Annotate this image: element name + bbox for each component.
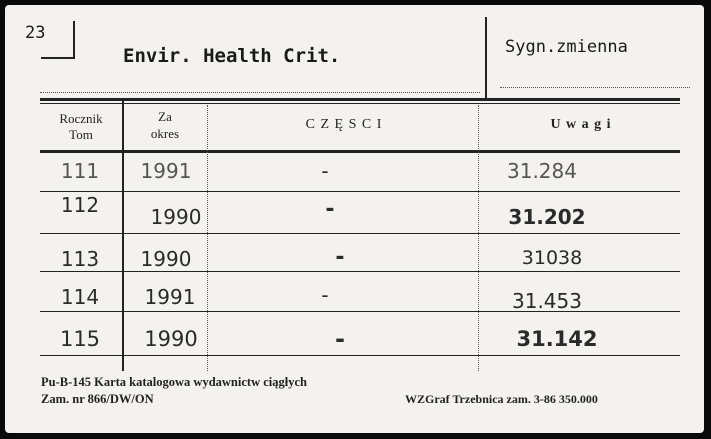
header-bottom-rule <box>40 150 680 153</box>
row-rule-5 <box>40 355 680 356</box>
footer-order-number: Zam. nr 866/DW/ON <box>41 392 154 406</box>
card-title: Envir. Health Crit. <box>123 45 341 67</box>
row-1-tom: 111 <box>60 159 100 183</box>
row-4-uwagi: 31.453 <box>512 289 582 313</box>
row-2-tom: 112 <box>60 193 100 217</box>
row-5-uwagi: 31.142 <box>516 327 598 351</box>
row-rule-1 <box>40 191 680 192</box>
signature-underline <box>500 87 690 88</box>
catalog-card <box>5 5 704 433</box>
column-separator-3 <box>478 105 479 371</box>
row-2-uwagi: 31.202 <box>508 205 586 229</box>
title-underline <box>40 92 480 93</box>
header-za: Za <box>158 109 172 124</box>
row-5-czesci: - <box>335 325 345 353</box>
header-okres: okres <box>150 126 180 141</box>
row-2-czesci: - <box>325 197 335 222</box>
row-1-czesci: - <box>321 159 329 183</box>
row-rule-3 <box>40 271 680 272</box>
row-1-uwagi: 31.284 <box>507 159 577 183</box>
row-3-tom: 113 <box>60 247 100 271</box>
row-4-okres: 1991 <box>144 285 196 309</box>
row-3-uwagi: 31038 <box>521 247 583 269</box>
header-rocznik: Rocznik <box>59 111 103 126</box>
row-4-czesci: - <box>321 283 329 307</box>
table-top-rule-2 <box>40 103 680 104</box>
number-bracket-vertical <box>73 21 75 59</box>
header-tom: Tom <box>69 127 93 142</box>
row-5-tom: 115 <box>59 327 101 351</box>
row-4-tom: 114 <box>60 285 100 309</box>
footer-printer-info: WZGraf Trzebnica zam. 3-86 350.000 <box>405 392 598 406</box>
row-1-okres: 1991 <box>140 159 192 183</box>
header-uwagi: U w a g i <box>550 117 612 132</box>
card-number: 23 <box>25 23 46 43</box>
row-2-okres: 1990 <box>150 205 202 229</box>
row-5-okres: 1990 <box>144 327 198 351</box>
footer-form-info: Pu-B-145 Karta katalogowa wydawnictw ciągłych <box>41 375 307 389</box>
column-separator-1 <box>122 101 124 371</box>
row-rule-2 <box>40 233 680 234</box>
row-3-czesci: - <box>335 245 345 270</box>
row-3-okres: 1990 <box>140 247 192 271</box>
signature-label: Sygn.zmienna <box>505 37 628 57</box>
number-bracket-horizontal <box>41 57 75 59</box>
header-czesci: C Z Ę S C I <box>305 117 383 132</box>
signature-separator <box>485 17 487 99</box>
table-top-rule <box>40 98 680 101</box>
